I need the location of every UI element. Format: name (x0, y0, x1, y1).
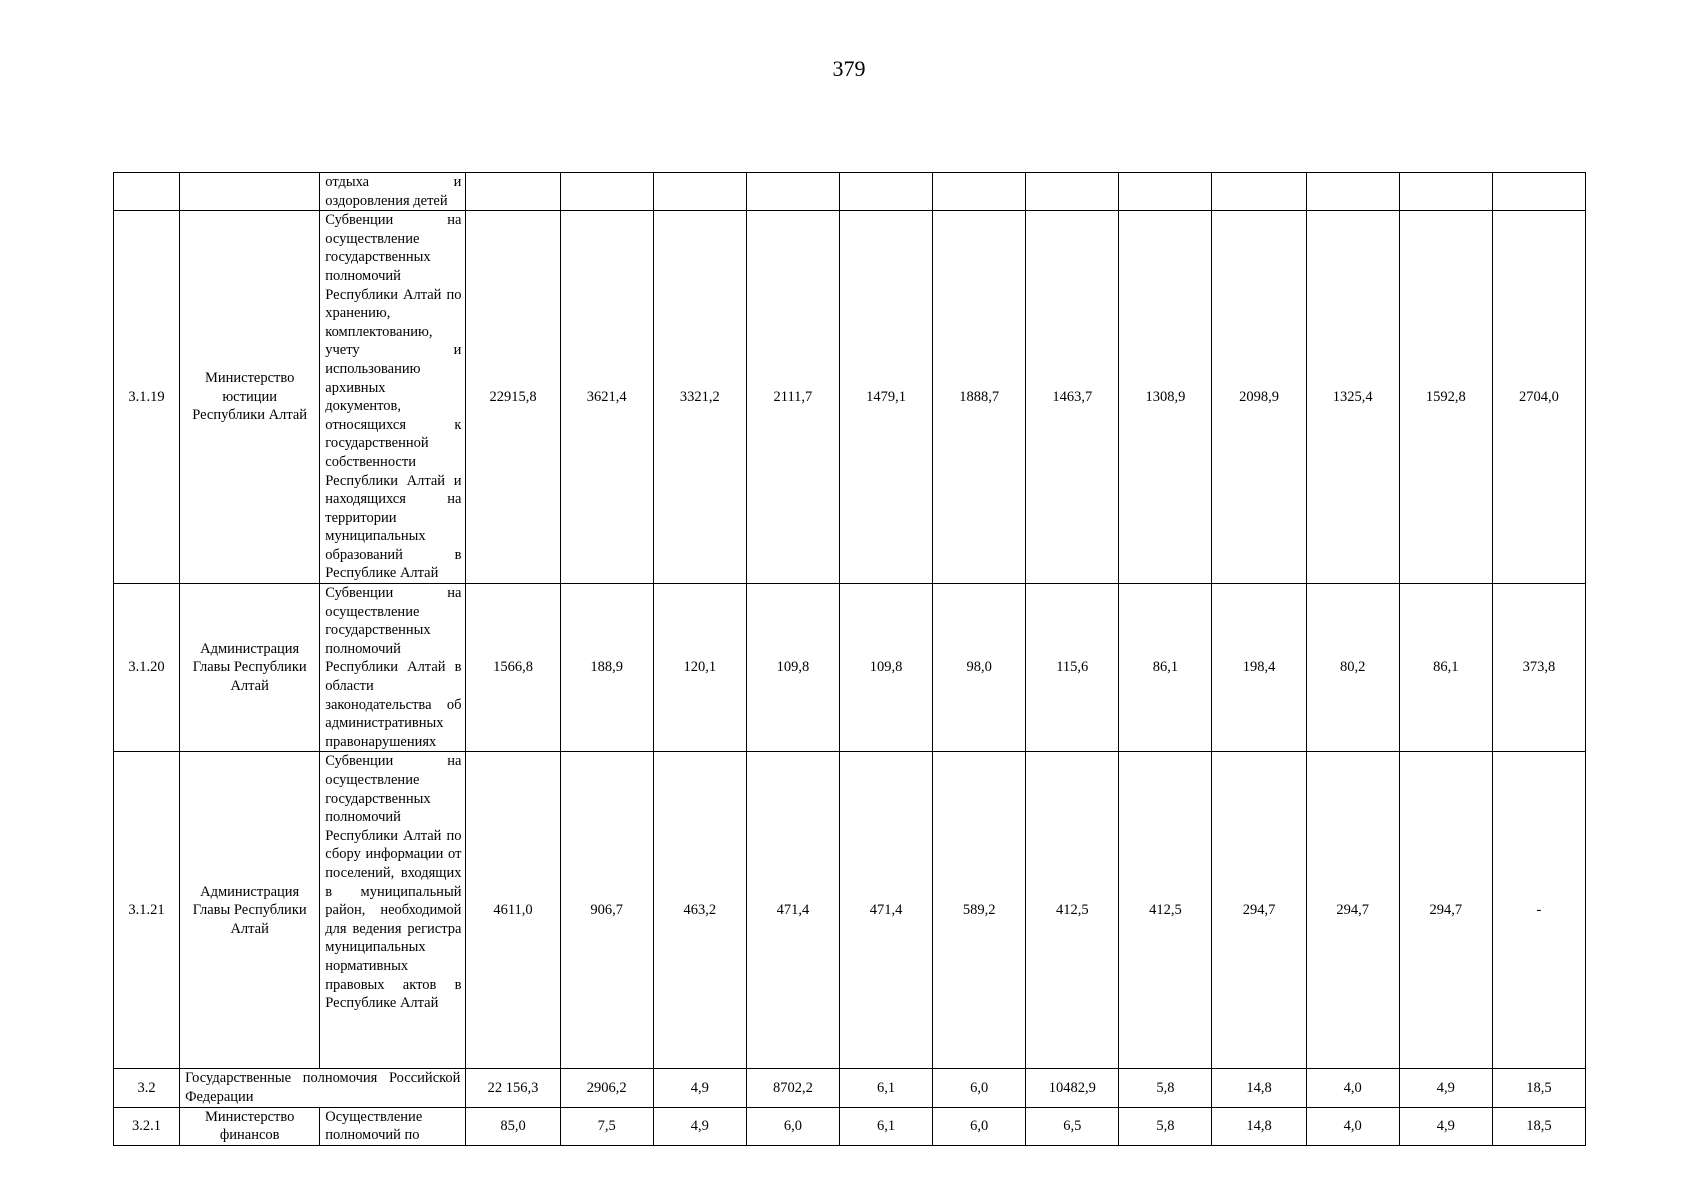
value-cell: 294,7 (1306, 752, 1399, 1069)
table-row (114, 752, 1586, 1069)
value-cell: 109,8 (746, 584, 839, 752)
table-row (114, 1069, 1586, 1107)
value-cell: - (1492, 752, 1585, 1069)
value-cell: 14,8 (1212, 1107, 1306, 1145)
value-cell: 294,7 (1212, 752, 1306, 1069)
value-cell: 188,9 (560, 584, 653, 752)
row-organization (180, 173, 320, 211)
value-cell: 5,8 (1119, 1107, 1212, 1145)
table-body (114, 173, 1586, 1146)
value-cell (1306, 173, 1399, 211)
row-code: 3.1.20 (114, 584, 180, 752)
value-cell: 4,9 (653, 1107, 746, 1145)
value-cell: 6,5 (1026, 1107, 1119, 1145)
value-cell: 8702,2 (746, 1069, 839, 1107)
value-cell: 463,2 (653, 752, 746, 1069)
row-code: 3.1.21 (114, 752, 180, 1069)
value-cell: 1308,9 (1119, 211, 1212, 584)
value-cell: 6,1 (839, 1069, 932, 1107)
row-code: 3.1.19 (114, 211, 180, 584)
value-cell: 412,5 (1119, 752, 1212, 1069)
value-cell (1399, 173, 1492, 211)
row-description: Субвенции на осуществление государственных полномочий Республики Алтай по хранению, комплектованию, учету и использованию архивных документов, относящихся к государственной собственности Республики Алтай и находящихся на территории муниципальных образований в Республике Алтай (320, 211, 466, 584)
page-number: 379 (832, 56, 866, 81)
value-cell: 7,5 (560, 1107, 653, 1145)
value-cell: 115,6 (1026, 584, 1119, 752)
value-cell: 6,1 (839, 1107, 932, 1145)
value-cell: 589,2 (933, 752, 1026, 1069)
value-cell: 6,0 (933, 1107, 1026, 1145)
value-cell: 4,0 (1306, 1069, 1399, 1107)
value-cell: 2906,2 (560, 1069, 653, 1107)
value-cell: 80,2 (1306, 584, 1399, 752)
value-cell: 1479,1 (839, 211, 932, 584)
value-cell: 22 156,3 (466, 1069, 560, 1107)
value-cell (1492, 173, 1585, 211)
value-cell: 1325,4 (1306, 211, 1399, 584)
table-row (114, 584, 1586, 752)
value-cell: 4,0 (1306, 1107, 1399, 1145)
row-organization: Министерство юстиции Республики Алтай (180, 211, 320, 584)
value-cell: 1566,8 (466, 584, 560, 752)
value-cell: 86,1 (1119, 584, 1212, 752)
value-cell: 10482,9 (1026, 1069, 1119, 1107)
value-cell: 4,9 (653, 1069, 746, 1107)
value-cell (933, 173, 1026, 211)
value-cell (653, 173, 746, 211)
value-cell: 2111,7 (746, 211, 839, 584)
value-cell: 6,0 (933, 1069, 1026, 1107)
value-cell: 85,0 (466, 1107, 560, 1145)
value-cell (466, 173, 560, 211)
value-cell: 18,5 (1492, 1107, 1585, 1145)
value-cell: 2704,0 (1492, 211, 1585, 584)
row-description: Осуществление полномочий по (320, 1107, 466, 1145)
value-cell: 471,4 (746, 752, 839, 1069)
value-cell (1212, 173, 1306, 211)
value-cell: 3321,2 (653, 211, 746, 584)
row-description: отдыха и оздоровления детей (320, 173, 466, 211)
value-cell: 5,8 (1119, 1069, 1212, 1107)
row-description: Субвенции на осуществление государственных полномочий Республики Алтай по сбору информации от поселений, входящих в муниципальный район, необходимой для ведения регистра муниципальных нормативных правовых актов в Республике Алтай (320, 752, 466, 1069)
value-cell: 18,5 (1492, 1069, 1585, 1107)
value-cell: 4,9 (1399, 1069, 1492, 1107)
value-cell: 2098,9 (1212, 211, 1306, 584)
value-cell: 1592,8 (1399, 211, 1492, 584)
table-row (114, 173, 1586, 211)
table-row (114, 211, 1586, 584)
budget-table (113, 172, 1586, 1146)
value-cell: 294,7 (1399, 752, 1492, 1069)
table-row (114, 1107, 1586, 1145)
value-cell: 4611,0 (466, 752, 560, 1069)
value-cell (746, 173, 839, 211)
value-cell (1119, 173, 1212, 211)
row-code: 3.2 (114, 1069, 180, 1107)
value-cell (1026, 173, 1119, 211)
row-code (114, 173, 180, 211)
value-cell: 1463,7 (1026, 211, 1119, 584)
row-organization: Администрация Главы Республики Алтай (180, 752, 320, 1069)
value-cell: 14,8 (1212, 1069, 1306, 1107)
value-cell: 198,4 (1212, 584, 1306, 752)
value-cell: 906,7 (560, 752, 653, 1069)
value-cell: 373,8 (1492, 584, 1585, 752)
row-organization: Министерство финансов (180, 1107, 320, 1145)
row-description: Субвенции на осуществление государственных полномочий Республики Алтай в области законодательства об административных правонарушениях (320, 584, 466, 752)
value-cell: 471,4 (839, 752, 932, 1069)
row-organization: Администрация Главы Республики Алтай (180, 584, 320, 752)
value-cell: 4,9 (1399, 1107, 1492, 1145)
value-cell (839, 173, 932, 211)
value-cell: 3621,4 (560, 211, 653, 584)
value-cell: 86,1 (1399, 584, 1492, 752)
value-cell: 1888,7 (933, 211, 1026, 584)
value-cell: 22915,8 (466, 211, 560, 584)
row-span-title: Государственные полномочия Российской Федерации (180, 1069, 466, 1107)
value-cell: 109,8 (839, 584, 932, 752)
value-cell: 6,0 (746, 1107, 839, 1145)
value-cell: 412,5 (1026, 752, 1119, 1069)
row-code: 3.2.1 (114, 1107, 180, 1145)
value-cell (560, 173, 653, 211)
value-cell: 120,1 (653, 584, 746, 752)
value-cell: 98,0 (933, 584, 1026, 752)
